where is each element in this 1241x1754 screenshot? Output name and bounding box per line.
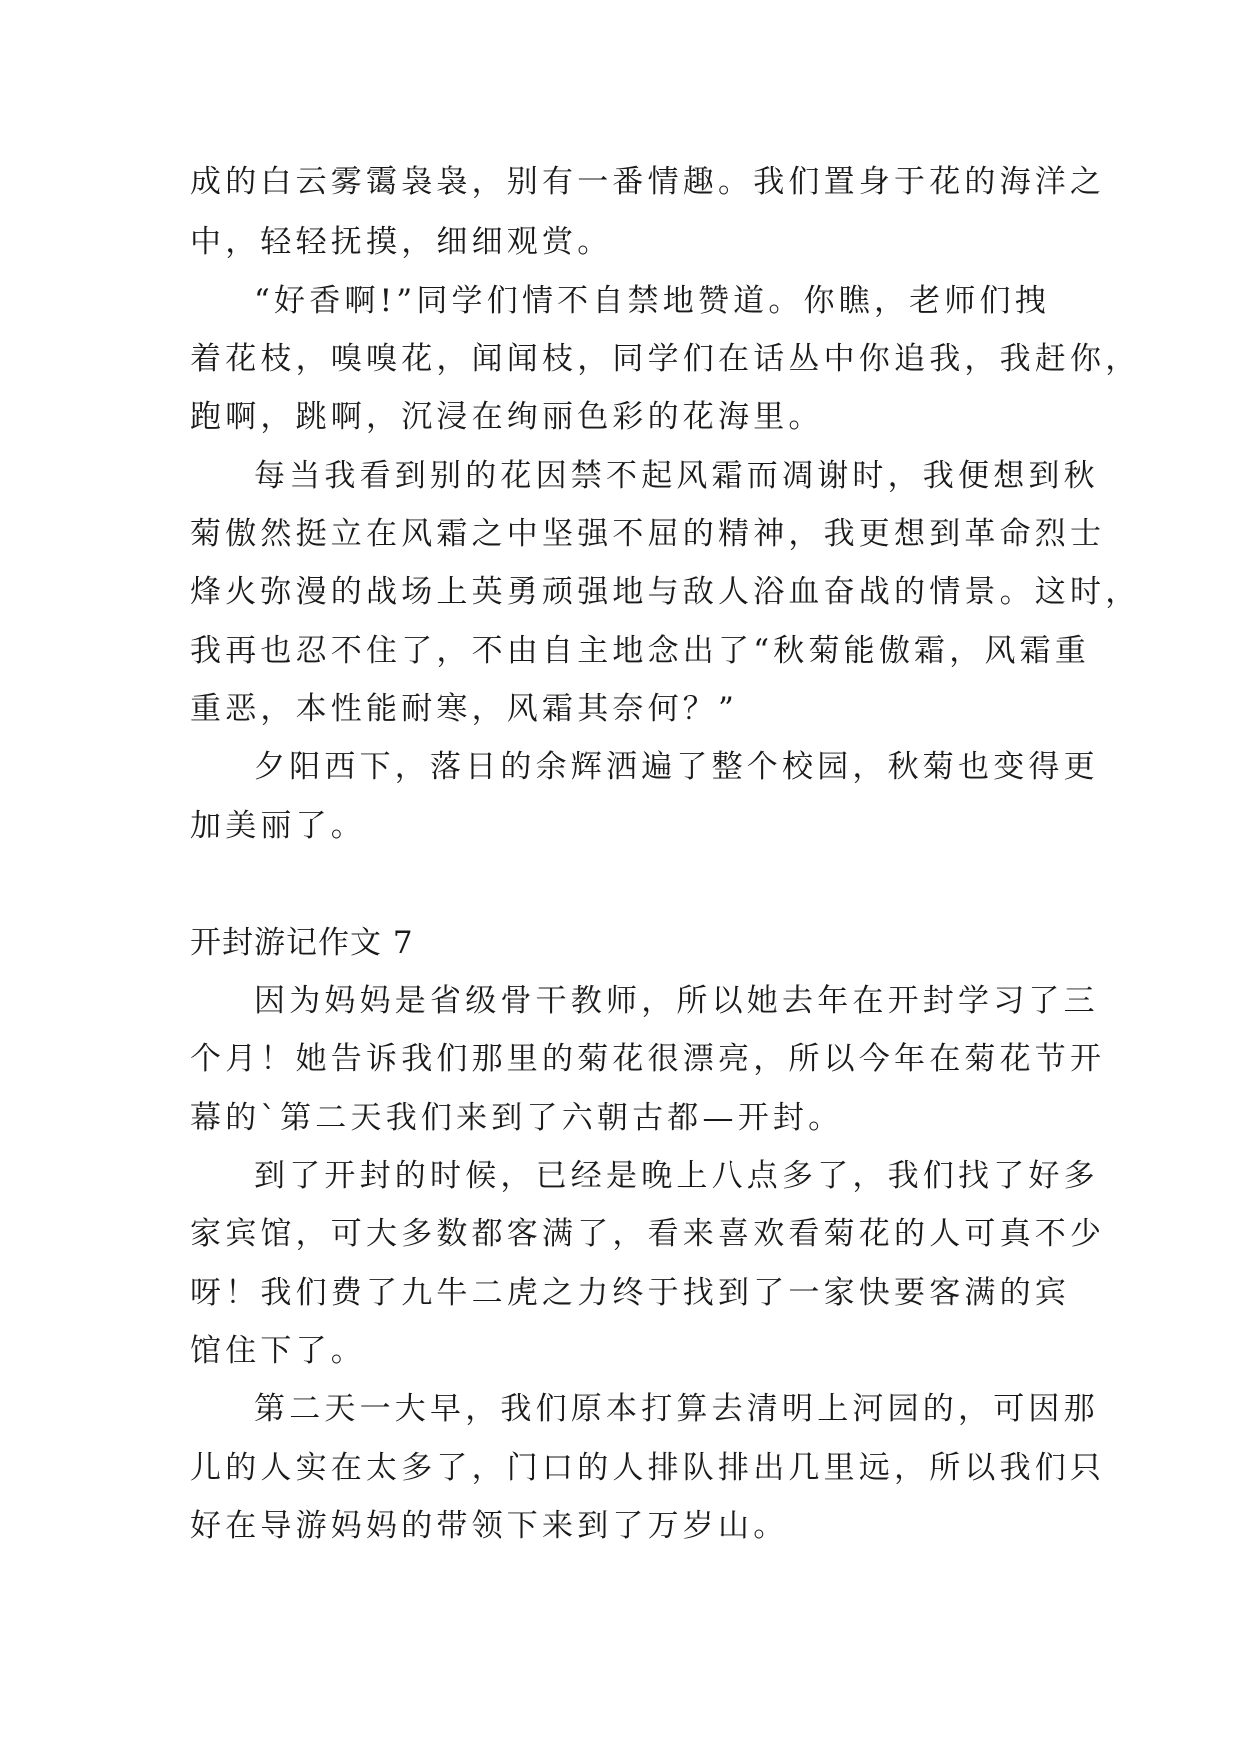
text-line: 加美丽了。 — [190, 808, 366, 844]
text-line: 家宾馆，可大多数都客满了，看来喜欢看菊花的人可真不少 — [190, 1216, 1106, 1252]
text-line: 烽火弥漫的战场上英勇顽强地与敌人浴血奋战的情景。这时， — [190, 574, 1141, 610]
text-line: 成的白云雾霭袅袅，别有一番情趣。我们置身于花的海洋之 — [190, 164, 1106, 200]
text-line: 中，轻轻抚摸，细细观赏。 — [190, 224, 613, 260]
section-heading: 开封游记作文 7 — [190, 925, 414, 961]
text-line: 重恶，本性能耐寒，风霜其奈何？” — [190, 691, 739, 727]
text-line: 幕的`第二天我们来到了六朝古都—开封。 — [190, 1100, 844, 1136]
text-line: 跑啊，跳啊，沉浸在绚丽色彩的花海里。 — [190, 399, 824, 435]
text-line: 馆住下了。 — [190, 1333, 366, 1369]
text-line: 夕阳西下，落日的余辉洒遍了整个校园，秋菊也变得更 — [254, 749, 1099, 785]
text-line: 第二天一大早，我们原本打算去清明上河园的，可因那 — [254, 1391, 1099, 1427]
text-line: 我再也忍不住了，不由自主地念出了“秋菊能傲霜，风霜重 — [190, 633, 1091, 669]
text-line: 呀！我们费了九牛二虎之力终于找到了一家快要客满的宾 — [190, 1275, 1070, 1311]
text-line: 每当我看到别的花因禁不起风霜而凋谢时，我便想到秋 — [254, 458, 1099, 494]
text-line: 菊傲然挺立在风霜之中坚强不屈的精神，我更想到革命烈士 — [190, 516, 1106, 552]
text-line: 个月！她告诉我们那里的菊花很漂亮，所以今年在菊花节开 — [190, 1041, 1106, 1077]
text-line: 着花枝，嗅嗅花，闻闻枝，同学们在话丛中你追我，我赶你， — [190, 341, 1141, 377]
text-line: 儿的人实在太多了，门口的人排队排出几里远，所以我们只 — [190, 1450, 1106, 1486]
text-line: “好香啊!”同学们情不自禁地赞道。你瞧，老师们拽 — [254, 283, 1050, 319]
text-line: 因为妈妈是省级骨干教师，所以她去年在开封学习了三 — [254, 983, 1099, 1019]
text-line: 到了开封的时候，已经是晚上八点多了，我们找了好多 — [254, 1158, 1099, 1194]
text-line: 好在导游妈妈的带领下来到了万岁山。 — [190, 1508, 789, 1544]
